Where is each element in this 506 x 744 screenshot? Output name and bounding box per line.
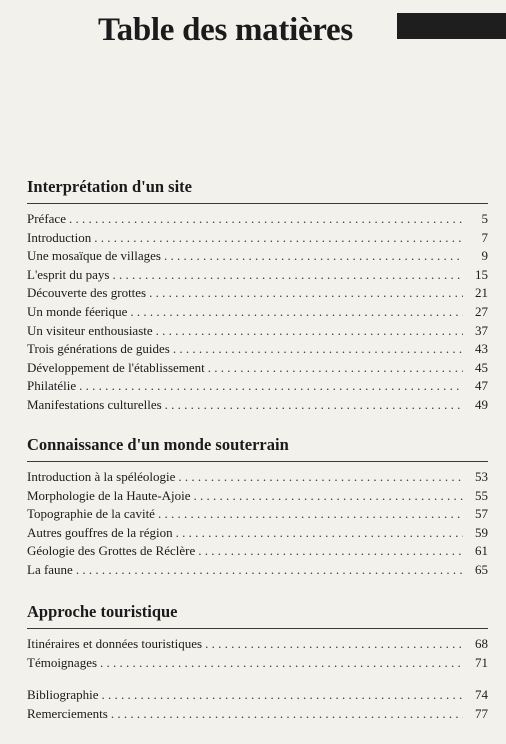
entry-label: Remerciements: [27, 705, 108, 721]
toc-entries: [27, 468, 488, 580]
entry-page-number: 45: [475, 359, 488, 375]
entry-label: Découverte des grottes: [27, 285, 147, 301]
toc-entries: [27, 210, 488, 415]
section-interpretation: [27, 176, 488, 415]
entry-label: Trois générations de guides: [27, 341, 170, 357]
entry-page-number: 77: [475, 705, 488, 721]
toc-entry[interactable]: [27, 505, 488, 524]
entry-label: Une mosaïque de villages: [27, 248, 161, 264]
entry-label: Itinéraires et données touristiques: [27, 636, 203, 651]
entry-label: Topographie de la cavité: [27, 506, 155, 522]
dot-leader: [198, 542, 463, 561]
entry-page-number: 65: [475, 561, 488, 577]
entry-label: Autres gouffres de la région: [27, 524, 173, 540]
toc-entry[interactable]: [27, 359, 488, 378]
section-rule: [27, 461, 488, 462]
dot-leader: [173, 340, 463, 359]
dot-leader: [76, 561, 463, 580]
toc-entry[interactable]: [27, 654, 488, 673]
toc-entry[interactable]: [27, 396, 488, 415]
entry-page-number: 71: [475, 654, 488, 670]
dot-leader: [94, 229, 463, 248]
toc-entry[interactable]: [27, 705, 488, 724]
toc-entry[interactable]: [27, 635, 488, 654]
entry-page-number: 53: [475, 469, 488, 484]
entry-label: Un visiteur enthousiaste: [27, 322, 153, 338]
section-rule: [27, 628, 488, 629]
toc-entry[interactable]: [27, 340, 488, 359]
toc-entry[interactable]: [27, 686, 488, 705]
section-heading: Interprétation d'un site: [27, 177, 192, 196]
toc-entry[interactable]: [27, 210, 488, 229]
entry-label: Morphologie de la Haute-Ajoie: [27, 487, 191, 503]
entry-label: Préface: [27, 211, 66, 226]
entry-label: L'esprit du pays: [27, 266, 110, 282]
toc-entry[interactable]: [27, 247, 488, 266]
dot-leader: [156, 322, 463, 341]
entry-page-number: 15: [475, 266, 488, 282]
entry-label: Développement de l'établissement: [27, 359, 205, 375]
toc-entry[interactable]: [27, 266, 488, 285]
toc-entry[interactable]: [27, 542, 488, 561]
toc-entry[interactable]: [27, 322, 488, 341]
toc-entry[interactable]: [27, 487, 488, 506]
dot-leader: [102, 686, 464, 705]
entry-label: Témoignages: [27, 654, 98, 670]
dot-leader: [178, 468, 463, 487]
dot-leader: [165, 396, 463, 415]
entry-page-number: 27: [475, 303, 488, 319]
dot-leader: [69, 210, 463, 229]
dot-leader: [176, 524, 463, 543]
entry-label: Un monde féerique: [27, 303, 128, 319]
dot-leader: [194, 487, 463, 506]
dot-leader: [164, 247, 463, 266]
toc-entries: [27, 635, 488, 723]
dot-leader: [130, 303, 463, 322]
dot-leader: [79, 377, 463, 396]
entry-gap: [27, 672, 488, 686]
title-decorative-bar: [397, 13, 506, 39]
entry-page-number: 7: [481, 229, 488, 245]
entry-page-number: 61: [475, 543, 488, 559]
toc-entry[interactable]: [27, 468, 488, 487]
entry-label: Introduction à la spéléologie: [27, 469, 176, 484]
section-connaissance: [27, 434, 488, 580]
dot-leader: [158, 505, 463, 524]
toc-entry[interactable]: [27, 303, 488, 322]
entry-label: Géologie des Grottes de Réclère: [27, 543, 196, 559]
entry-label: Bibliographie: [27, 687, 99, 703]
toc-entry[interactable]: [27, 561, 488, 580]
dot-leader: [113, 266, 464, 285]
toc-entry[interactable]: [27, 284, 488, 303]
entry-page-number: 74: [475, 687, 488, 703]
entry-page-number: 21: [475, 285, 488, 301]
entry-label: Philatélie: [27, 378, 77, 394]
entry-page-number: 5: [481, 211, 488, 226]
section-heading: Connaissance d'un monde souterrain: [27, 435, 289, 454]
entry-page-number: 49: [475, 396, 488, 412]
entry-page-number: 57: [475, 506, 488, 522]
section-approche: [27, 601, 488, 723]
section-heading: Approche touristique: [27, 602, 178, 621]
dot-leader: [205, 635, 463, 654]
toc-entry[interactable]: [27, 524, 488, 543]
entry-label: Introduction: [27, 229, 92, 245]
dot-leader: [149, 284, 463, 303]
entry-label: La faune: [27, 561, 73, 577]
entry-page-number: 47: [475, 378, 488, 394]
dot-leader: [100, 654, 463, 673]
dot-leader: [208, 359, 463, 378]
entry-page-number: 43: [475, 341, 488, 357]
entry-page-number: 37: [475, 322, 488, 338]
entry-page-number: 55: [475, 487, 488, 503]
entry-page-number: 59: [475, 524, 488, 540]
dot-leader: [111, 705, 463, 724]
page-title: Table des matières: [98, 12, 353, 48]
entry-page-number: 9: [481, 248, 488, 264]
entry-label: Manifestations culturelles: [27, 396, 162, 412]
section-rule: [27, 203, 488, 204]
entry-page-number: 68: [475, 636, 488, 651]
toc-entry[interactable]: [27, 377, 488, 396]
toc-entry[interactable]: [27, 229, 488, 248]
